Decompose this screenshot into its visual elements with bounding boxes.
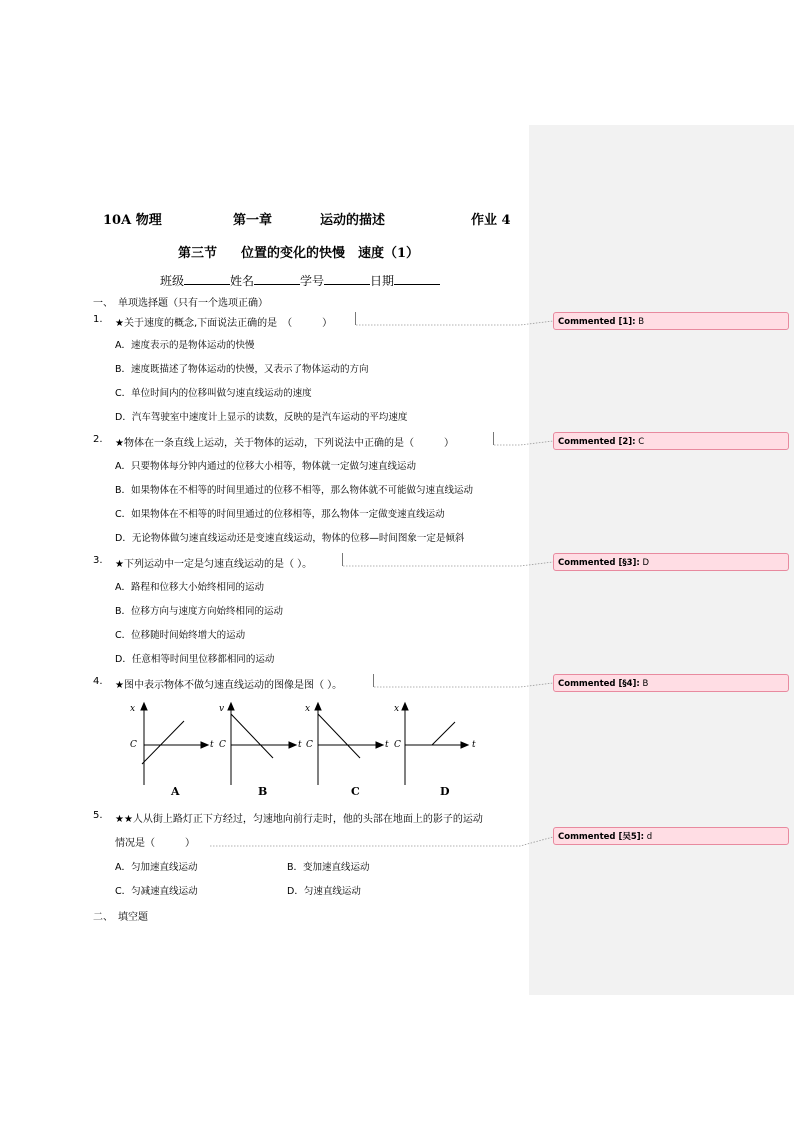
- part1-label: 一、 单项选择题（只有一个选项正确）: [93, 298, 268, 309]
- comment-3[interactable]: [553, 553, 789, 571]
- q1-option-c: C．单位时间内的位移叫做匀速直线运动的速度: [115, 388, 312, 399]
- graph-a-letter: A: [171, 785, 180, 798]
- q1-number: 1.: [93, 314, 103, 325]
- graph-b-origin: C: [219, 740, 226, 750]
- q5-number: 5.: [93, 810, 103, 821]
- q1-text: ★关于速度的概念,下面说法正确的是 （ ）: [115, 318, 333, 329]
- q5-option-a: A．匀加速直线运动: [115, 862, 198, 873]
- graph-c-origin: C: [306, 740, 313, 750]
- section-title: 位置的变化的快慢 速度（1）: [241, 246, 420, 261]
- q3-option-b: B．位移方向与速度方向始终相同的运动: [115, 606, 284, 617]
- graph-b-y-label: v: [219, 704, 225, 714]
- q1-option-a: A．速度表示的是物体运动的快慢: [115, 340, 255, 351]
- q2-text: ★物体在一条直线上运动，关于物体的运动，下列说法中正确的是（ ）: [115, 438, 454, 449]
- q3-text: ★下列运动中一定是匀速直线运动的是（ ）。: [115, 559, 313, 570]
- comment-3-text: D: [642, 558, 650, 568]
- graph-d-letter: D: [440, 785, 450, 798]
- comment-2[interactable]: [553, 432, 789, 450]
- comment-2-text: C: [638, 437, 645, 447]
- graph-b-x-label: t: [298, 740, 302, 750]
- comment-1[interactable]: [553, 312, 789, 330]
- q3-option-d: D．任意相等时间里位移都相同的运动: [115, 654, 275, 665]
- q2-option-d: D．无论物体做匀速直线运动还是变速直线运动，物体的位移—时间图象一定是倾斜: [115, 533, 465, 544]
- homework-label: 作业 4: [471, 213, 511, 228]
- comment-1-tag: Commented [1]:: [558, 317, 636, 327]
- graph-b-letter: B: [258, 785, 268, 798]
- graph-d-y-label: x: [394, 704, 400, 714]
- comment-4-connector: [374, 683, 553, 687]
- comment-5-connector: [210, 837, 553, 846]
- q4-number: 4.: [93, 676, 103, 687]
- comment-2-connector: [494, 441, 553, 445]
- q4-text: ★图中表示物体不做匀速直线运动的图像是图（ ）。: [115, 680, 343, 691]
- comment-5-tag: Commented [吴5]:: [558, 832, 645, 842]
- q5-option-b: B．变加速直线运动: [287, 862, 370, 873]
- graph-c-x-label: t: [385, 740, 389, 750]
- section-label: 第三节: [178, 246, 218, 261]
- graph-c-y-label: x: [305, 704, 311, 714]
- graph-a-y-label: x: [130, 704, 136, 714]
- graph-d-x-label: t: [472, 740, 476, 750]
- q5-option-d: D．匀速直线运动: [287, 886, 361, 897]
- q2-number: 2.: [93, 434, 103, 445]
- graph-a-origin: C: [130, 740, 137, 750]
- comment-4[interactable]: [553, 674, 789, 692]
- chapter-title: 运动的描述: [320, 213, 386, 228]
- q5-text-continued: 情况是（ ）: [115, 838, 195, 849]
- date-label: 日期: [370, 274, 395, 288]
- graph-d-origin: C: [394, 740, 401, 750]
- q1-option-d: D．汽车驾驶室中速度计上显示的读数，反映的是汽车运动的平均速度: [115, 412, 408, 423]
- graph-c-letter: C: [351, 785, 360, 798]
- comment-5-text: d: [646, 832, 653, 842]
- comment-3-connector: [343, 562, 553, 566]
- q5-option-c: C．匀减速直线运动: [115, 886, 198, 897]
- name-label: 姓名: [230, 274, 255, 288]
- q2-option-c: C．如果物体在不相等的时间里通过的位移相等，那么物体一定做变速直线运动: [115, 509, 445, 520]
- comment-5[interactable]: [553, 827, 789, 845]
- q2-option-b: B．如果物体在不相等的时间里通过的位移不相等，那么物体就不可能做匀速直线运动: [115, 485, 474, 496]
- class-label: 班级: [160, 274, 185, 288]
- graph-a-x-label: t: [210, 740, 214, 750]
- comment-4-tag: Commented [§4]:: [558, 679, 640, 689]
- part2-label: 二、 填空题: [93, 912, 148, 923]
- course-label: 10A 物理: [103, 213, 162, 228]
- q3-option-a: A．路程和位移大小始终相同的运动: [115, 582, 264, 593]
- comment-2-tag: Commented [2]:: [558, 437, 636, 447]
- comment-3-tag: Commented [§3]:: [558, 558, 640, 568]
- comment-4-text: B: [642, 679, 649, 689]
- q3-option-c: C．位移随时间始终增大的运动: [115, 630, 246, 641]
- comment-1-connector: [356, 321, 553, 325]
- comment-1-text: B: [638, 317, 645, 327]
- q2-option-a: A．只要物体每分钟内通过的位移大小相等，物体就一定做匀速直线运动: [115, 461, 416, 472]
- chapter-label: 第一章: [233, 213, 273, 228]
- q3-number: 3.: [93, 555, 103, 566]
- id-label: 学号: [300, 274, 325, 288]
- q1-option-b: B．速度既描述了物体运动的快慢，又表示了物体运动的方向: [115, 364, 369, 375]
- q5-text: ★★人从街上路灯正下方经过，匀速地向前行走时，他的头部在地面上的影子的运动: [115, 814, 483, 825]
